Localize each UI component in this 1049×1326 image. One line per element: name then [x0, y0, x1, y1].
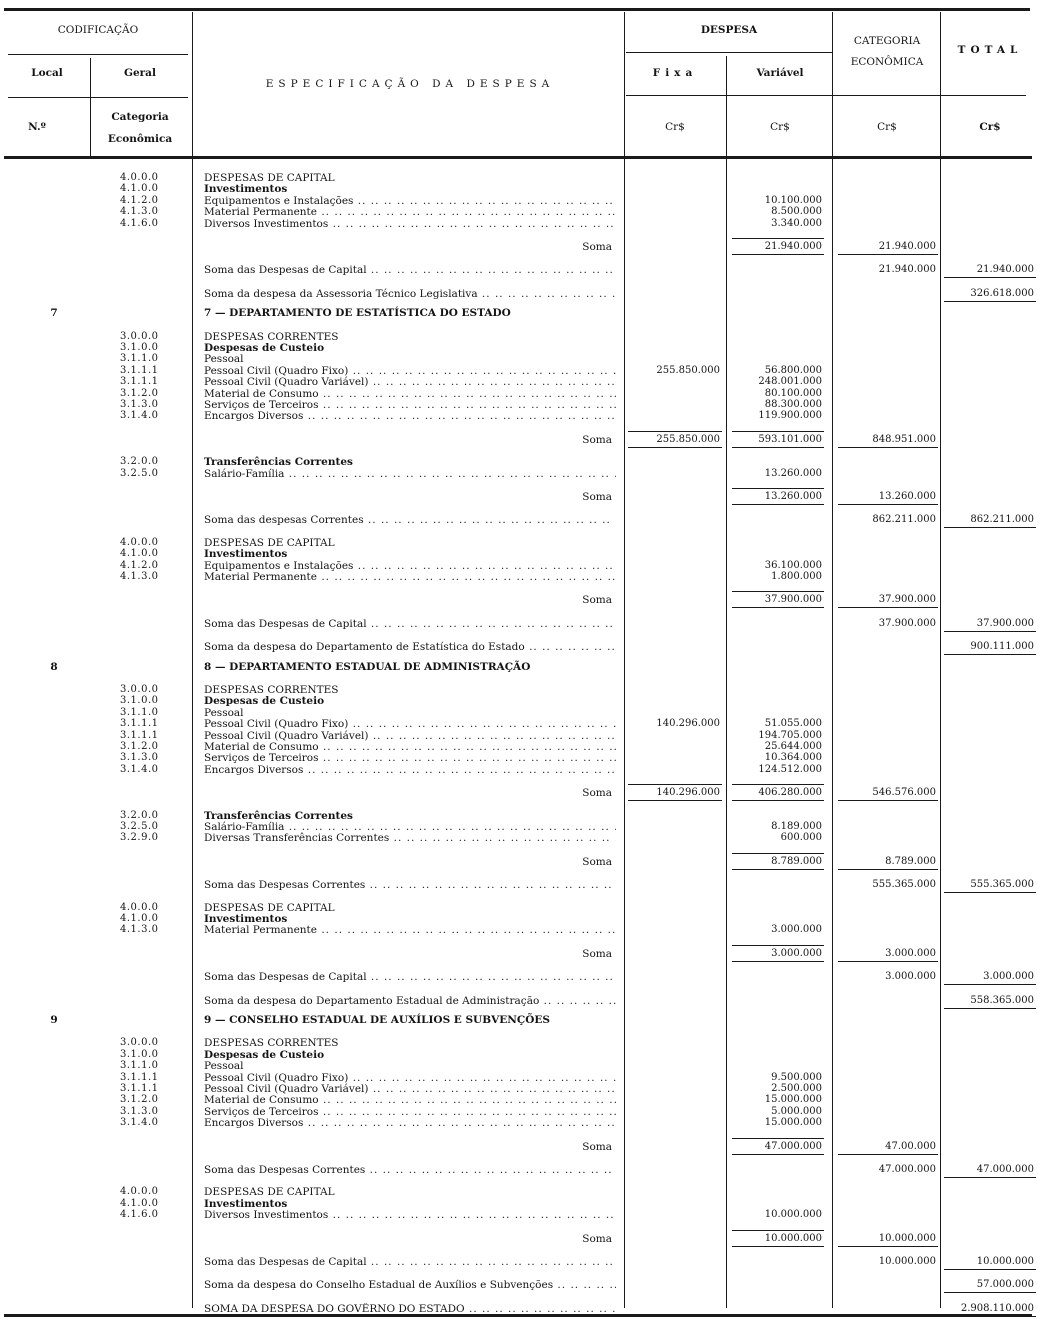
- soma-label: Soma: [582, 787, 612, 799]
- total-row: [0, 1256, 1049, 1268]
- economic-category-code: 3.1.3.0: [120, 752, 159, 763]
- header-currency-fixa: Cr$: [665, 121, 685, 133]
- sum-rule: [944, 1292, 1036, 1293]
- categoria-value: 10.000.000: [878, 1233, 936, 1244]
- budget-row: [0, 1060, 1049, 1072]
- expense-description: Serviços de Terceiros .. ..: [204, 1106, 616, 1118]
- expense-description: Diversas Transferências Correntes .. ..: [204, 832, 616, 844]
- economic-category-code: 3.1.0.0: [120, 695, 159, 706]
- expense-description: Salário-Família .. ..: [204, 468, 616, 480]
- expense-description: 8 — DEPARTAMENTO ESTADUAL DE ADMINISTRAÇÃO: [204, 661, 531, 673]
- sum-rule: [732, 1154, 824, 1155]
- total-value: 10.000.000: [976, 1256, 1034, 1267]
- variavel-value: 13.260.000: [764, 491, 822, 502]
- local-number: 9: [50, 1014, 58, 1026]
- economic-category-code: 3.0.0.0: [120, 1037, 159, 1048]
- economic-category-code: 4.0.0.0: [120, 537, 159, 548]
- sum-rule: [628, 784, 722, 785]
- sum-rule: [944, 1269, 1036, 1270]
- economic-category-code: 3.1.1.0: [120, 1060, 159, 1071]
- variavel-value: 5.000.000: [771, 1106, 822, 1117]
- economic-category-code: 3.2.0.0: [120, 456, 159, 467]
- subtotal-row: [0, 948, 1049, 960]
- economic-category-code: 3.1.0.0: [120, 1049, 159, 1060]
- expense-description: Soma das Despesas de Capital .. ..: [204, 971, 616, 983]
- expense-description: Soma das Despesas de Capital .. ..: [204, 264, 616, 276]
- variavel-value: 593.101.000: [758, 434, 822, 445]
- economic-category-code: 3.2.5.0: [120, 821, 159, 832]
- expense-description: DESPESAS CORRENTES: [204, 1037, 339, 1049]
- total-value: 57.000.000: [976, 1279, 1034, 1290]
- variavel-value: 124.512.000: [758, 764, 822, 775]
- categoria-value: 848.951.000: [872, 434, 936, 445]
- total-row: [0, 995, 1049, 1007]
- variavel-value: 248.001.000: [758, 376, 822, 387]
- economic-category-code: 4.1.6.0: [120, 1209, 159, 1220]
- expense-description: Transferências Correntes: [204, 456, 353, 468]
- sum-rule: [944, 1008, 1036, 1009]
- total-row: [0, 971, 1049, 983]
- local-number: 8: [50, 661, 58, 673]
- header-codificacao: CODIFICAÇÃO: [57, 24, 139, 36]
- soma-label: Soma: [582, 434, 612, 446]
- local-number: 7: [50, 307, 58, 319]
- sum-rule: [732, 945, 824, 946]
- variavel-value: 3.340.000: [771, 218, 822, 229]
- variavel-value: 8.189.000: [771, 821, 822, 832]
- total-value: 326.618.000: [970, 288, 1034, 299]
- categoria-value: 47.000.000: [878, 1164, 936, 1175]
- sum-rule: [838, 447, 938, 448]
- variavel-value: 25.644.000: [764, 741, 822, 752]
- budget-row: [0, 571, 1049, 583]
- sum-rule: [944, 1177, 1036, 1178]
- economic-category-code: 3.1.1.1: [120, 376, 159, 387]
- header-categoria-b: Econômica: [107, 133, 173, 145]
- budget-row: [0, 1186, 1049, 1198]
- economic-category-code: 3.1.1.0: [120, 353, 159, 364]
- expense-description: DESPESAS CORRENTES: [204, 331, 339, 343]
- column-rule: [90, 58, 91, 156]
- header-categoria-col-b: ECONÔMICA: [850, 56, 924, 68]
- header-currency-categoria: Cr$: [877, 121, 897, 133]
- expense-description: Despesas de Custeio: [204, 1049, 325, 1061]
- expense-description: Soma da despesa do Conselho Estadual de Auxílios e Subvenções .. ..: [204, 1279, 616, 1291]
- header-categoria-col-a: CATEGORIA: [853, 35, 921, 47]
- economic-category-code: 3.1.1.1: [120, 1072, 159, 1083]
- expense-description: Material Permanente .. ..: [204, 206, 616, 218]
- total-row: [0, 288, 1049, 300]
- budget-row: [0, 695, 1049, 707]
- sum-rule: [732, 254, 824, 255]
- expense-description: Pessoal: [204, 707, 244, 719]
- budget-row: [0, 218, 1049, 230]
- categoria-value: 8.789.000: [885, 856, 936, 867]
- economic-category-code: 4.1.2.0: [120, 560, 159, 571]
- economic-category-code: 4.1.3.0: [120, 924, 159, 935]
- expense-description: Pessoal Civil (Quadro Variável) .. ..: [204, 1083, 616, 1095]
- sum-rule: [732, 607, 824, 608]
- header-geral: Geral: [124, 67, 156, 79]
- expense-description: Equipamentos e Instalações .. ..: [204, 560, 616, 572]
- variavel-value: 21.940.000: [764, 241, 822, 252]
- expense-description: Material de Consumo .. ..: [204, 1094, 616, 1106]
- economic-category-code: 4.0.0.0: [120, 902, 159, 913]
- variavel-value: 8.789.000: [771, 856, 822, 867]
- expense-description: Pessoal Civil (Quadro Variável) .. ..: [204, 376, 616, 388]
- expense-description: Soma das Despesas de Capital .. ..: [204, 618, 616, 630]
- economic-category-code: 4.1.0.0: [120, 1198, 159, 1209]
- budget-row: [0, 410, 1049, 422]
- header-currency-total: Cr$: [979, 121, 1001, 133]
- fixa-value: 140.296.000: [656, 718, 720, 729]
- economic-category-code: 4.1.0.0: [120, 913, 159, 924]
- variavel-value: 47.000.000: [764, 1141, 822, 1152]
- budget-row: [0, 353, 1049, 365]
- expense-description: Soma das Despesas de Capital .. ..: [204, 1256, 616, 1268]
- economic-category-code: 4.1.3.0: [120, 206, 159, 217]
- sum-rule: [944, 654, 1036, 655]
- soma-label: Soma: [582, 948, 612, 960]
- total-value: 47.000.000: [976, 1164, 1034, 1175]
- header-especificacao: ESPECIFICAÇÃO DA DESPESA: [265, 78, 555, 90]
- expense-description: Investimentos: [204, 913, 288, 925]
- expense-description: SOMA DA DESPESA DO GOVÊRNO DO ESTADO .. ..: [204, 1303, 616, 1315]
- variavel-value: 10.000.000: [764, 1233, 822, 1244]
- expense-description: Diversos Investimentos .. ..: [204, 218, 616, 230]
- economic-category-code: 4.0.0.0: [120, 172, 159, 183]
- variavel-value: 1.800.000: [771, 571, 822, 582]
- categoria-value: 21.940.000: [878, 241, 936, 252]
- economic-category-code: 3.1.1.1: [120, 365, 159, 376]
- fixa-value: 255.850.000: [656, 365, 720, 376]
- expense-description: Despesas de Custeio: [204, 695, 325, 707]
- sum-rule: [838, 961, 938, 962]
- sum-rule: [732, 447, 824, 448]
- economic-category-code: 3.1.4.0: [120, 410, 159, 421]
- categoria-value: 546.576.000: [872, 787, 936, 798]
- header-currency-variavel: Cr$: [770, 121, 790, 133]
- budget-row: [0, 456, 1049, 468]
- header-total: TOTAL: [957, 44, 1023, 56]
- header-rule: [8, 54, 188, 55]
- header-rule: [8, 97, 188, 98]
- variavel-value: 3.000.000: [771, 948, 822, 959]
- section-row: [0, 1014, 1049, 1026]
- sum-rule: [944, 277, 1036, 278]
- economic-category-code: 4.1.0.0: [120, 548, 159, 559]
- categoria-value: 3.000.000: [885, 971, 936, 982]
- economic-category-code: 3.1.2.0: [120, 1094, 159, 1105]
- total-value: 558.365.000: [970, 995, 1034, 1006]
- sum-rule: [732, 1246, 824, 1247]
- variavel-value: 13.260.000: [764, 468, 822, 479]
- subtotal-row: [0, 856, 1049, 868]
- total-row: [0, 879, 1049, 891]
- economic-category-code: 4.1.2.0: [120, 195, 159, 206]
- total-row: [0, 1164, 1049, 1176]
- subtotal-row: [0, 491, 1049, 503]
- economic-category-code: 3.1.2.0: [120, 741, 159, 752]
- expense-description: Pessoal Civil (Quadro Fixo) .. ..: [204, 718, 616, 730]
- variavel-value: 2.500.000: [771, 1083, 822, 1094]
- economic-category-code: 4.1.3.0: [120, 571, 159, 582]
- expense-description: Pessoal: [204, 1060, 244, 1072]
- variavel-value: 56.800.000: [764, 365, 822, 376]
- categoria-value: 862.211.000: [872, 514, 936, 525]
- budget-row: [0, 206, 1049, 218]
- budget-row: [0, 832, 1049, 844]
- expense-description: Material de Consumo .. ..: [204, 741, 616, 753]
- budget-row: [0, 764, 1049, 776]
- expense-description: Despesas de Custeio: [204, 342, 325, 354]
- sum-rule: [838, 607, 938, 608]
- variavel-value: 36.100.000: [764, 560, 822, 571]
- sum-rule: [944, 892, 1036, 893]
- soma-label: Soma: [582, 491, 612, 503]
- budget-row: [0, 1117, 1049, 1129]
- expense-description: Soma das Despesas Correntes .. ..: [204, 1164, 616, 1176]
- sum-rule: [732, 961, 824, 962]
- expense-description: DESPESAS CORRENTES: [204, 684, 339, 696]
- total-value: 2.908.110.000: [960, 1303, 1034, 1314]
- variavel-value: 15.000.000: [764, 1094, 822, 1105]
- total-row: [0, 618, 1049, 630]
- total-value: 862.211.000: [970, 514, 1034, 525]
- expense-description: Equipamentos e Instalações .. ..: [204, 195, 616, 207]
- economic-category-code: 3.2.0.0: [120, 810, 159, 821]
- variavel-value: 3.000.000: [771, 924, 822, 935]
- soma-label: Soma: [582, 1141, 612, 1153]
- economic-category-code: 3.1.3.0: [120, 399, 159, 410]
- subtotal-row: [0, 1141, 1049, 1153]
- expense-description: 7 — DEPARTAMENTO DE ESTATÍSTICA DO ESTADO: [204, 307, 511, 319]
- variavel-value: 10.100.000: [764, 195, 822, 206]
- expense-description: Soma da despesa do Departamento Estadual de Administração .. ..: [204, 995, 616, 1007]
- economic-category-code: 3.1.3.0: [120, 1106, 159, 1117]
- expense-description: Encargos Diversos .. ..: [204, 1117, 616, 1129]
- sum-rule: [732, 784, 824, 785]
- expense-description: DESPESAS DE CAPITAL: [204, 1186, 335, 1198]
- header-bottom-rule: [4, 156, 1032, 159]
- expense-description: Pessoal Civil (Quadro Variável) .. ..: [204, 730, 616, 742]
- expense-description: Encargos Diversos .. ..: [204, 764, 616, 776]
- categoria-value: 10.000.000: [878, 1256, 936, 1267]
- sum-rule: [944, 301, 1036, 302]
- categoria-value: 21.940.000: [878, 264, 936, 275]
- header-categoria-a: Categoria: [111, 111, 169, 123]
- subtotal-row: [0, 594, 1049, 606]
- economic-category-code: 4.1.6.0: [120, 218, 159, 229]
- budget-row: [0, 1037, 1049, 1049]
- expense-description: Serviços de Terceiros .. ..: [204, 752, 616, 764]
- sum-rule: [732, 238, 824, 239]
- total-row: [0, 514, 1049, 526]
- expense-description: DESPESAS DE CAPITAL: [204, 172, 335, 184]
- total-value: 3.000.000: [983, 971, 1034, 982]
- variavel-value: 88.300.000: [764, 399, 822, 410]
- subtotal-row: [0, 241, 1049, 253]
- expense-description: Salário-Família .. ..: [204, 821, 616, 833]
- sum-rule: [628, 800, 722, 801]
- total-row: [0, 1279, 1049, 1291]
- expense-description: Soma das Despesas Correntes .. ..: [204, 879, 616, 891]
- expense-description: Investimentos: [204, 1198, 288, 1210]
- header-despesa: DESPESA: [700, 24, 758, 36]
- expense-description: Material Permanente .. ..: [204, 924, 616, 936]
- expense-description: Soma da despesa do Departamento de Estatística do Estado .. ..: [204, 641, 616, 653]
- sum-rule: [628, 431, 722, 432]
- total-value: 37.900.000: [976, 618, 1034, 629]
- expense-description: Soma das despesas Correntes .. ..: [204, 514, 616, 526]
- soma-label: Soma: [582, 594, 612, 606]
- section-row: [0, 661, 1049, 673]
- budget-row: [0, 1094, 1049, 1106]
- economic-category-code: 3.1.1.0: [120, 707, 159, 718]
- top-rule: [4, 8, 1030, 11]
- budget-row: [0, 924, 1049, 936]
- expense-description: Pessoal: [204, 353, 244, 365]
- variavel-value: 194.705.000: [758, 730, 822, 741]
- economic-category-code: 4.0.0.0: [120, 1186, 159, 1197]
- budget-row: [0, 1209, 1049, 1221]
- budget-row: [0, 183, 1049, 195]
- budget-row: [0, 468, 1049, 480]
- economic-category-code: 3.2.5.0: [120, 468, 159, 479]
- economic-category-code: 4.1.0.0: [120, 183, 159, 194]
- total-value: 21.940.000: [976, 264, 1034, 275]
- sum-rule: [732, 1138, 824, 1139]
- sum-rule: [732, 853, 824, 854]
- subtotal-row: [0, 1233, 1049, 1245]
- total-value: 555.365.000: [970, 879, 1034, 890]
- expense-description: Encargos Diversos .. ..: [204, 410, 616, 422]
- categoria-value: 13.260.000: [878, 491, 936, 502]
- budget-row: [0, 376, 1049, 388]
- expense-description: Serviços de Terceiros .. ..: [204, 399, 616, 411]
- categoria-value: 37.900.000: [878, 618, 936, 629]
- soma-label: Soma: [582, 856, 612, 868]
- expense-description: Investimentos: [204, 183, 288, 195]
- sum-rule: [732, 1230, 824, 1231]
- sum-rule: [838, 254, 938, 255]
- sum-rule: [944, 631, 1036, 632]
- categoria-value: 47.00.000: [885, 1141, 936, 1152]
- sum-rule: [732, 869, 824, 870]
- sum-rule: [628, 447, 722, 448]
- budget-row: [0, 718, 1049, 730]
- expense-description: 9 — CONSELHO ESTADUAL DE AUXÍLIOS E SUBVENÇÕES: [204, 1014, 550, 1026]
- variavel-value: 80.100.000: [764, 388, 822, 399]
- sum-rule: [838, 1246, 938, 1247]
- expense-description: Diversos Investimentos .. ..: [204, 1209, 616, 1221]
- variavel-value: 51.055.000: [764, 718, 822, 729]
- categoria-value: 37.900.000: [878, 594, 936, 605]
- sum-rule: [838, 1154, 938, 1155]
- total-value: 900.111.000: [970, 641, 1034, 652]
- sum-rule: [732, 591, 824, 592]
- expense-description: DESPESAS DE CAPITAL: [204, 537, 335, 549]
- header-fixa: Fixa: [652, 67, 698, 79]
- budget-row: [0, 752, 1049, 764]
- economic-category-code: 3.1.0.0: [120, 342, 159, 353]
- variavel-value: 10.000.000: [764, 1209, 822, 1220]
- economic-category-code: 3.1.4.0: [120, 764, 159, 775]
- expense-description: Material Permanente .. ..: [204, 571, 616, 583]
- categoria-value: 555.365.000: [872, 879, 936, 890]
- bottom-rule: [4, 1314, 1032, 1317]
- budget-row: [0, 548, 1049, 560]
- variavel-value: 10.364.000: [764, 752, 822, 763]
- economic-category-code: 3.0.0.0: [120, 684, 159, 695]
- variavel-value: 119.900.000: [758, 410, 822, 421]
- economic-category-code: 3.1.1.1: [120, 718, 159, 729]
- subtotal-row: [0, 787, 1049, 799]
- categoria-value: 3.000.000: [885, 948, 936, 959]
- expense-description: Pessoal Civil (Quadro Fixo) .. ..: [204, 1072, 616, 1084]
- variavel-value: 9.500.000: [771, 1072, 822, 1083]
- expense-description: Transferências Correntes: [204, 810, 353, 822]
- expense-description: DESPESAS DE CAPITAL: [204, 902, 335, 914]
- variavel-value: 8.500.000: [771, 206, 822, 217]
- sum-rule: [944, 527, 1036, 528]
- section-row: [0, 307, 1049, 319]
- sum-rule: [838, 504, 938, 505]
- header-variavel: Variável: [756, 67, 804, 79]
- expense-description: Soma da despesa da Assessoria Técnico Legislativa .. ..: [204, 288, 616, 300]
- sum-rule: [732, 800, 824, 801]
- variavel-value: 406.280.000: [758, 787, 822, 798]
- header-rule: [626, 52, 832, 53]
- subtotal-row: [0, 434, 1049, 446]
- sum-rule: [944, 984, 1036, 985]
- sum-rule: [732, 488, 824, 489]
- sum-rule: [732, 504, 824, 505]
- header-local: Local: [31, 67, 63, 79]
- economic-category-code: 3.2.9.0: [120, 832, 159, 843]
- total-row: [0, 264, 1049, 276]
- soma-label: Soma: [582, 1233, 612, 1245]
- economic-category-code: 3.0.0.0: [120, 331, 159, 342]
- fixa-value: 255.850.000: [656, 434, 720, 445]
- economic-category-code: 3.1.1.1: [120, 730, 159, 741]
- fixa-value: 140.296.000: [656, 787, 720, 798]
- header-rule: [626, 95, 1026, 96]
- economic-category-code: 3.1.1.1: [120, 1083, 159, 1094]
- soma-label: Soma: [582, 241, 612, 253]
- economic-category-code: 3.1.4.0: [120, 1117, 159, 1128]
- variavel-value: 37.900.000: [764, 594, 822, 605]
- expense-description: Material de Consumo .. ..: [204, 388, 616, 400]
- variavel-value: 15.000.000: [764, 1117, 822, 1128]
- expense-description: Pessoal Civil (Quadro Fixo) .. ..: [204, 365, 616, 377]
- expense-description: Investimentos: [204, 548, 288, 560]
- sum-rule: [838, 869, 938, 870]
- sum-rule: [838, 800, 938, 801]
- economic-category-code: 3.1.2.0: [120, 388, 159, 399]
- sum-rule: [732, 431, 824, 432]
- variavel-value: 600.000: [780, 832, 822, 843]
- total-row: [0, 641, 1049, 653]
- header-numero: N.º: [28, 121, 46, 133]
